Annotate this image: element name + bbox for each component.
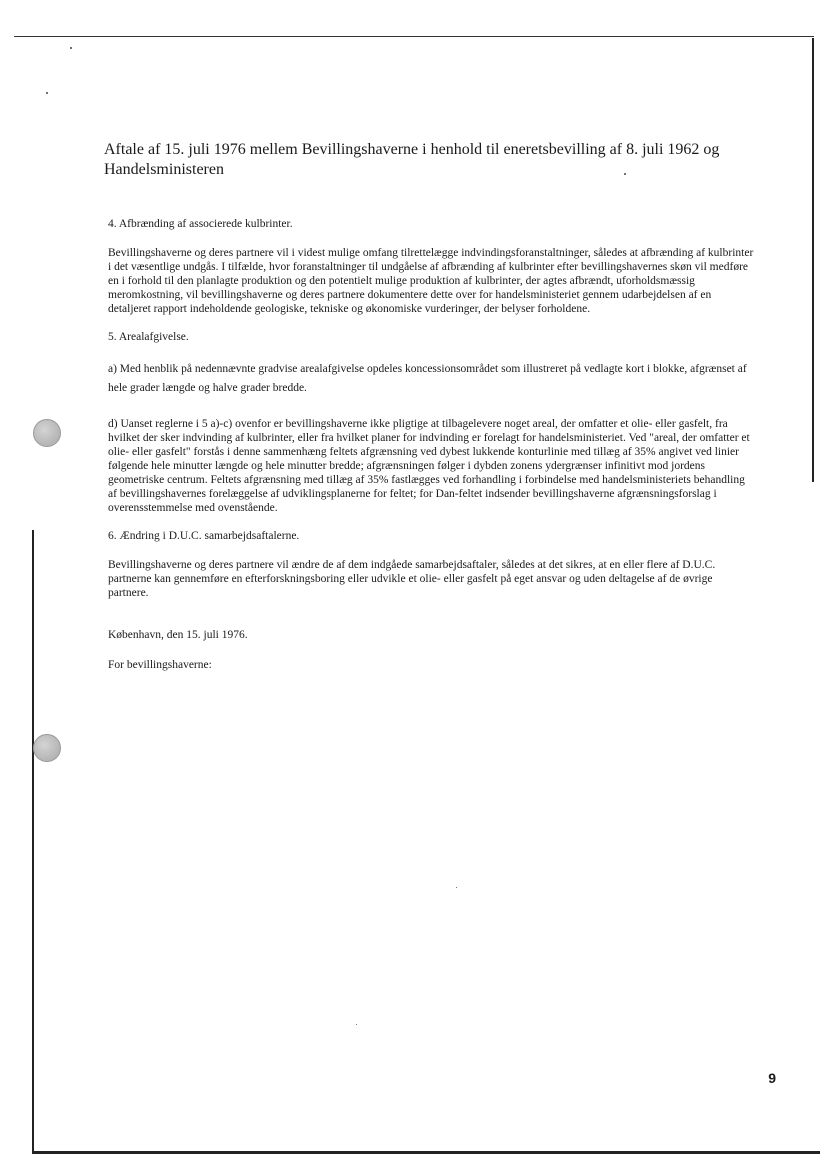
section-5-paragraph-d: d) Uanset reglerne i 5 a)-c) ovenfor er bevillingshaverne ikke pligtige at tilbagelevere noget areal, der omfatter et olie- eller gasfelt, fra hvilket der sker indvinding af kulbrinter, eller fra hvilket planer for indvinding er forelagt for handelsministeriet. Ved "areal, der omfatter et olie- eller gasfelt" forstås i denne sammenhæng feltets afgrænsning ved dybest lukkende konturlinie med tillæg af 35% angivet ved linier følgende hele minutter længde og hele minutter bredde; afgrænsningen følger i dybden zonens ydergrænser infinitivt mod jordens geometriske centrum. Feltets afgrænsning med tillæg af 35% fastlægges ved forhandling i forbindelse med handelsministeriets behandling af bevillingshavernes forelæggelse af udviklingsplanerne for feltet; for Dan-feltet indsender bevillingshaverne afgrænsningsforslag i overensstemmelse med ovenstående. [108,418,750,514]
document-title: Aftale af 15. juli 1976 mellem Bevillingshaverne i henhold til eneretsbevilling af 8. juli 1962 og Handelsministeren [104,141,720,178]
document-body [108,217,754,672]
page-border-bottom [32,1151,820,1154]
punch-hole-lower [33,734,61,762]
section-5-paragraph-a: a) Med henblik på nedennævnte gradvise arealafgivelse opdeles koncessionsområdet som illustreret på vedlagte kort i blokke, afgrænset af hele grader længde og halve grader bredde. [108,363,747,394]
page-number: 9 [768,1070,776,1086]
signature-place-date: København, den 15. juli 1976. [108,629,248,641]
scan-speck [70,47,72,49]
section-6-heading: 6. Ændring i D.U.C. samarbejdsaftalerne. [108,530,300,542]
page-border-left [32,530,34,1152]
scan-speck [46,92,48,94]
section-4-heading: 4. Afbrænding af associerede kulbrinter. [108,218,293,230]
scan-speck [456,887,457,888]
section-5-heading: 5. Arealafgivelse. [108,331,189,343]
scan-speck [356,1024,357,1025]
page-border-right [812,38,814,482]
section-6-paragraph: Bevillingshaverne og deres partnere vil ændre de af dem indgåede samarbejdsaftaler, således at det sikres, at en eller flere af D.U.C. partnerne kan gennemføre en efterforskningsboring eller udvikle et olie- eller gasfelt på eget ansvar og uden deltagelse af de øvrige partnere. [108,559,716,599]
section-4-paragraph: Bevillingshaverne og deres partnere vil i videst mulige omfang tilrettelægge indvindingsforanstaltninger, således at afbrænding af kulbrinter i det væsentlige undgås. I tilfælde, hvor foranstaltninger til undgåelse af afbrænding af kulbrinter efter bevillingshavernes skøn vil medføre en i forhold til den planlagte produktion og den potentielt mulige produktion af kulbrinter, der agtes afbrændt, uforholdsmæssig meromkostning, vil bevillingshaverne og deres partnere dokumentere dette over for handelsministeriet gennem udarbejdelsen af en detaljeret rapport indeholdende geologiske, tekniske og økonomiske vurderinger, der belyser forholdene. [108,247,754,315]
signature-for-line: For bevillingshaverne: [108,659,212,671]
page-border-top [14,36,814,37]
punch-hole-upper [33,419,61,447]
